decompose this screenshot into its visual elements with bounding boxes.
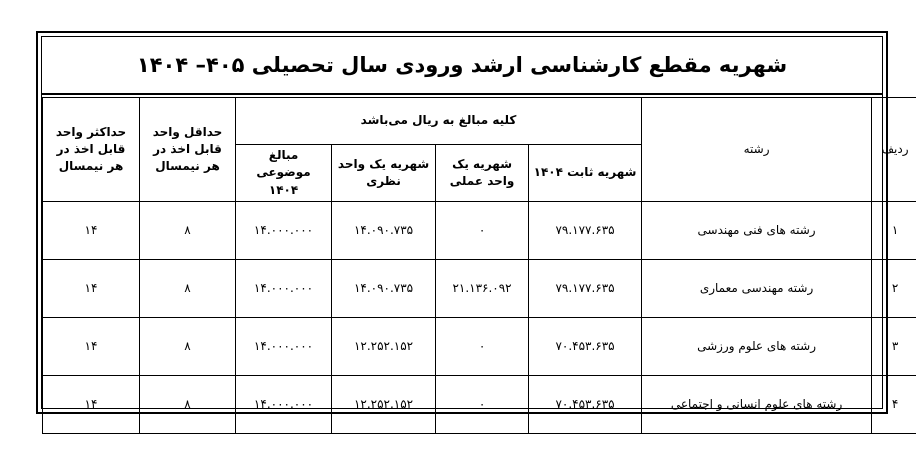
cell-fixed-fee: ۷۰.۴۵۳.۶۳۵ <box>529 376 642 434</box>
cell-theory-unit: ۱۲.۲۵۲.۱۵۲ <box>332 376 436 434</box>
cell-practical-unit: ۰ <box>436 376 529 434</box>
header-row-no: ردیف <box>872 98 916 202</box>
header-thematic-amount: مبالغ موضوعی ۱۴۰۴ <box>236 145 332 202</box>
cell-min-units: ۸ <box>140 260 236 318</box>
table-row <box>43 260 916 318</box>
cell-max-units: ۱۴ <box>43 376 140 434</box>
cell-fixed-fee: ۷۹.۱۷۷.۶۳۵ <box>529 260 642 318</box>
header-practical-unit: شهریه یک واحد عملی <box>436 145 529 202</box>
cell-row-no: ۱ <box>872 202 916 260</box>
document-frame <box>36 31 909 414</box>
cell-min-units: ۸ <box>140 318 236 376</box>
cell-field: رشته های علوم انسانی و اجتماعی <box>642 376 872 434</box>
cell-min-units: ۸ <box>140 202 236 260</box>
cell-thematic-amount: ۱۴.۰۰۰.۰۰۰ <box>236 260 332 318</box>
cell-max-units: ۱۴ <box>43 260 140 318</box>
table-row <box>43 376 916 434</box>
cell-row-no: ۳ <box>872 318 916 376</box>
cell-max-units: ۱۴ <box>43 202 140 260</box>
cell-thematic-amount: ۱۴.۰۰۰.۰۰۰ <box>236 202 332 260</box>
header-fixed-fee: شهریه ثابت ۱۴۰۴ <box>529 145 642 202</box>
title-box <box>42 37 882 95</box>
cell-row-no: ۴ <box>872 376 916 434</box>
header-row-1 <box>43 98 916 145</box>
cell-fixed-fee: ۷۹.۱۷۷.۶۳۵ <box>529 202 642 260</box>
table-row <box>43 202 916 260</box>
header-theory-unit: شهریه یک واحد نظری <box>332 145 436 202</box>
cell-row-no: ۲ <box>872 260 916 318</box>
cell-field: رشته های علوم ورزشی <box>642 318 872 376</box>
cell-min-units: ۸ <box>140 376 236 434</box>
cell-theory-unit: ۱۴.۰۹۰.۷۳۵ <box>332 260 436 318</box>
cell-theory-unit: ۱۲.۲۵۲.۱۵۲ <box>332 318 436 376</box>
cell-practical-unit: ۲۱.۱۳۶.۰۹۲ <box>436 260 529 318</box>
cell-theory-unit: ۱۴.۰۹۰.۷۳۵ <box>332 202 436 260</box>
cell-field: رشته های فنی مهندسی <box>642 202 872 260</box>
cell-field: رشته مهندسی معماری <box>642 260 872 318</box>
page-title: شهریه مقطع کارشناسی ارشد ورودی سال تحصیلی ۴۰۵– ۱۴۰۴ <box>136 53 788 77</box>
header-amounts-group: کلیه مبالغ به ریال می‌باشد <box>236 98 642 145</box>
header-min-units: حداقل واحد قابل اخذ در هر نیمسال <box>140 98 236 202</box>
cell-practical-unit: ۰ <box>436 202 529 260</box>
cell-thematic-amount: ۱۴.۰۰۰.۰۰۰ <box>236 376 332 434</box>
header-field: رشته <box>642 98 872 202</box>
cell-fixed-fee: ۷۰.۴۵۳.۶۳۵ <box>529 318 642 376</box>
header-max-units: حداکثر واحد قابل اخذ در هر نیمسال <box>43 98 140 202</box>
tuition-table <box>42 97 916 434</box>
cell-max-units: ۱۴ <box>43 318 140 376</box>
table-row <box>43 318 916 376</box>
cell-practical-unit: ۰ <box>436 318 529 376</box>
document-inner-frame <box>41 36 909 411</box>
cell-thematic-amount: ۱۴.۰۰۰.۰۰۰ <box>236 318 332 376</box>
